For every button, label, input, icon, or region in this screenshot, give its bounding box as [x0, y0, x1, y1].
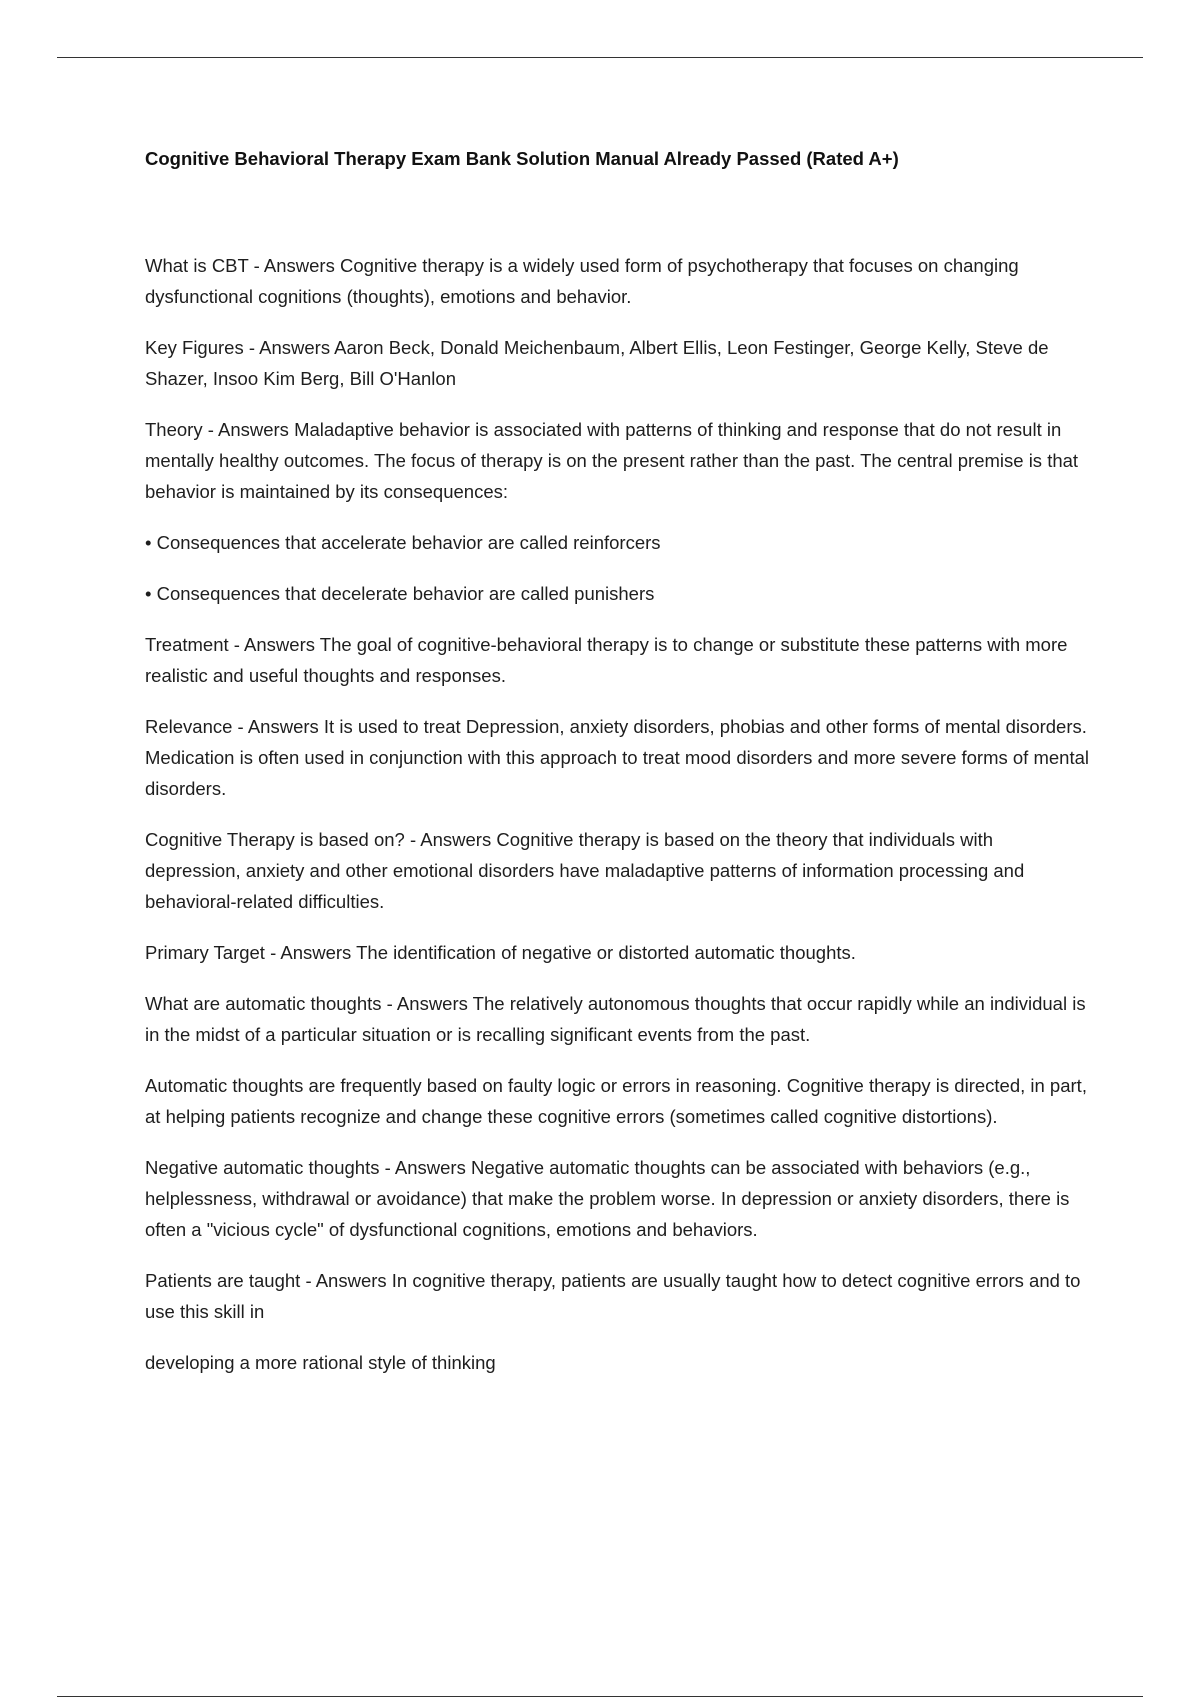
- paragraph-treatment: Treatment - Answers The goal of cognitive-behavioral therapy is to change or substitute these patterns with more realistic and useful thoughts and responses.: [145, 634, 1068, 686]
- bullet-punishers: • Consequences that decelerate behavior are called punishers: [145, 583, 655, 604]
- paragraph-theory: Theory - Answers Maladaptive behavior is associated with patterns of thinking and response that do not result in mentally healthy outcomes. The focus of therapy is on the present rather than the past. The central premise is that behavior is maintained by its consequences:: [145, 419, 1079, 502]
- bottom-divider: [57, 1696, 1143, 1697]
- paragraph-negative-thoughts: Negative automatic thoughts - Answers Negative automatic thoughts can be associated with behaviors (e.g., helplessness, withdrawal or avoidance) that make the problem worse. In depression or anxiety disorders, there is often a "vicious cycle" of dysfunctional cognitions, emotions and behaviors.: [145, 1157, 1070, 1240]
- paragraph-relevance: Relevance - Answers It is used to treat Depression, anxiety disorders, phobias and other forms of mental disorders. Medication is often used in conjunction with this approach to treat mood disorders and more severe forms of mental disorders.: [145, 716, 1089, 799]
- document-body: [145, 145, 1090, 1398]
- paragraph-key-figures: Key Figures - Answers Aaron Beck, Donald Meichenbaum, Albert Ellis, Leon Festinger, George Kelly, Steve de Shazer, Insoo Kim Berg, Bill O'Hanlon: [145, 337, 1049, 389]
- bullet-reinforcers: • Consequences that accelerate behavior are called reinforcers: [145, 532, 661, 553]
- paragraph-rational-thinking: developing a more rational style of thinking: [145, 1352, 496, 1373]
- paragraph-patients-taught: Patients are taught - Answers In cognitive therapy, patients are usually taught how to detect cognitive errors and to use this skill in: [145, 1270, 1081, 1322]
- paragraph-faulty-logic: Automatic thoughts are frequently based on faulty logic or errors in reasoning. Cognitive therapy is directed, in part, at helping patients recognize and change these cognitive errors (sometimes called cognitive distortions).: [145, 1075, 1087, 1127]
- paragraph-automatic-thoughts: What are automatic thoughts - Answers The relatively autonomous thoughts that occur rapidly while an individual is in the midst of a particular situation or is recalling significant events from the past.: [145, 993, 1086, 1045]
- paragraph-primary-target: Primary Target - Answers The identification of negative or distorted automatic thoughts.: [145, 942, 856, 963]
- document-title: Cognitive Behavioral Therapy Exam Bank Solution Manual Already Passed (Rated A+): [145, 148, 899, 169]
- paragraph-what-is-cbt: What is CBT - Answers Cognitive therapy is a widely used form of psychotherapy that focuses on changing dysfunctional cognitions (thoughts), emotions and behavior.: [145, 255, 1019, 307]
- top-divider: [57, 57, 1143, 58]
- paragraph-based-on: Cognitive Therapy is based on? - Answers Cognitive therapy is based on the theory that individuals with depression, anxiety and other emotional disorders have maladaptive patterns of information processing and behavioral-related difficulties.: [145, 829, 1025, 912]
